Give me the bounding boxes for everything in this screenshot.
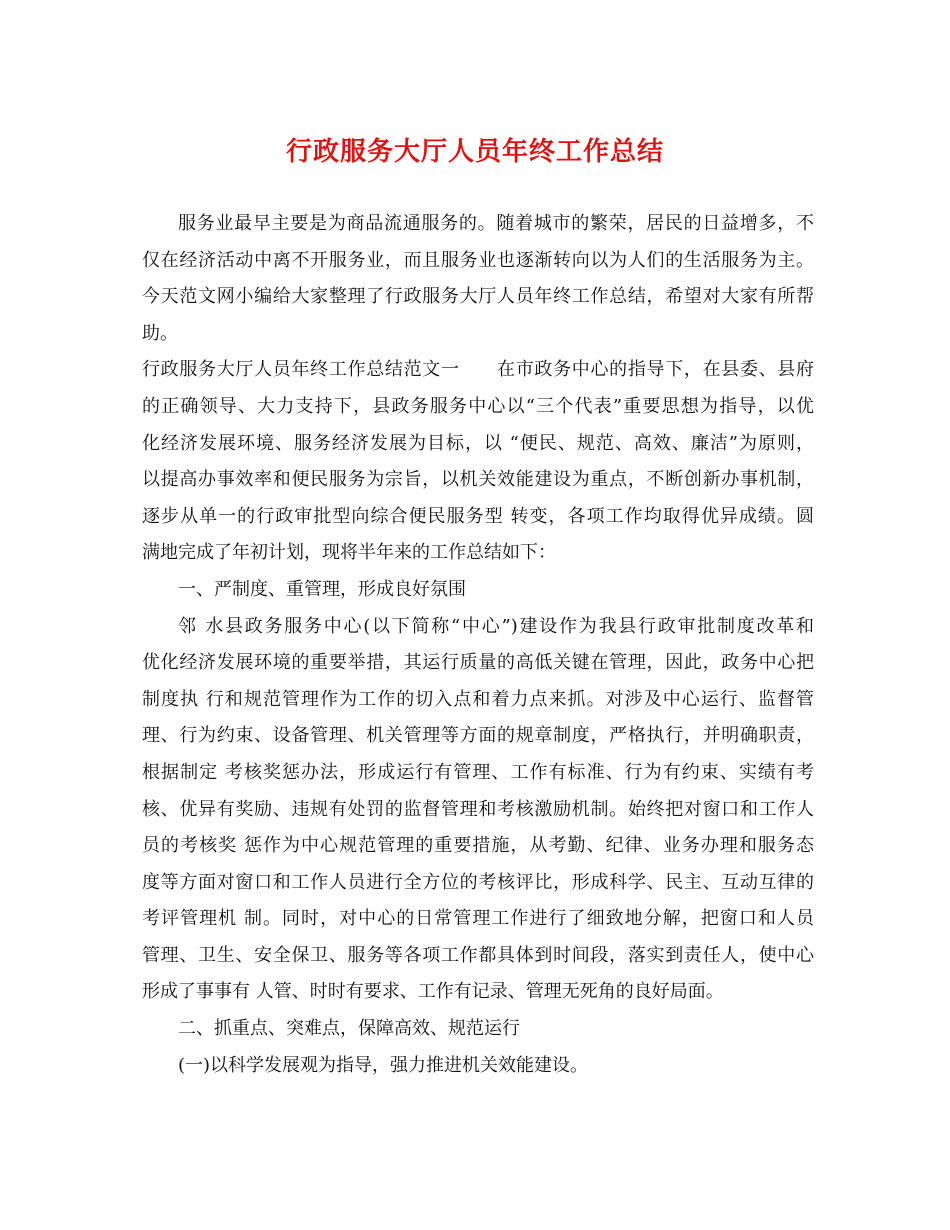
text-line: 逐步从单一的行政审批型向综合便民服务型 转变，各项工作均取得优异成绩。圆 [142, 505, 814, 527]
text-line: 理、行为约束、设备管理、机关管理等方面的规章制度，严格执行，并明确职责， [142, 725, 814, 747]
text-line: 考评管理机 制。同时，对中心的日常管理工作进行了细致地分解，把窗口和人员 [142, 908, 814, 930]
text-line: 管理、卫生、安全保卫、服务等各项工作都具体到时间段，落实到责任人，使中心 [142, 944, 814, 966]
text-line: 以提高办事效率和便民服务为宗旨，以机关效能建设为重点，不断创新办事机制， [142, 469, 814, 491]
intro-paragraph [142, 206, 814, 352]
text-line: 形成了事事有 人管、时时有要求、工作有记录、管理无死角的良好局面。 [142, 981, 724, 1003]
text-line: 制度执 行和规范管理作为工作的切入点和着力点来抓。对涉及中心运行、监督管 [142, 688, 814, 710]
section-heading-2: 二、抓重点、突难点，保障高效、规范运行 [178, 1018, 520, 1040]
section1-paragraph [142, 609, 814, 1012]
text-line: 核、优异有奖励、违规有处罚的监督管理和考核激励机制。始终把对窗口和工作人 [142, 798, 814, 820]
text-line: 优化经济发展环境的重要举措，其运行质量的高低关键在管理，因此，政务中心把 [142, 652, 814, 674]
text-line: 的正确领导、大力支持下，县政务服务中心以“三个代表”重要思想为指导，以优 [142, 395, 814, 417]
text-line: 化经济发展环境、服务经济发展为目标，以 “便民、规范、高效、廉洁”为原则， [142, 432, 814, 454]
sample-paragraph [142, 352, 814, 572]
section-subheading: (一)以科学发展观为指导，强力推进机关效能建设。 [178, 1054, 589, 1076]
text-line: 助。 [142, 322, 178, 344]
text-line: 满地完成了年初计划，现将半年来的工作总结如下： [142, 542, 556, 564]
text-line: 根据制定 考核奖惩办法，形成运行有管理、工作有标准、行为有约束、实绩有考 [142, 761, 814, 783]
text-line: 行政服务大厅人员年终工作总结范文一 在市政务中心的指导下，在县委、县府 [142, 359, 814, 381]
document-title: 行政服务大厅人员年终工作总结 [285, 137, 664, 167]
text-line: 今天范文网小编给大家整理了行政服务大厅人员年终工作总结，希望对大家有所帮 [142, 286, 814, 308]
text-line: 仅在经济活动中离不开服务业，而且服务业也逐渐转向以为人们的生活服务为主。 [142, 249, 814, 271]
text-line: 邻 水县政务服务中心(以下简称“中心”)建设作为我县行政审批制度改革和 [178, 615, 814, 637]
document-body [142, 206, 814, 1084]
text-line: 度等方面对窗口和工作人员进行全方位的考核评比，形成科学、民主、互动互律的 [142, 871, 814, 893]
text-line: 员的考核奖 惩作为中心规范管理的重要措施，从考勤、纪律、业务办理和服务态 [142, 835, 814, 857]
text-line: 服务业最早主要是为商品流通服务的。随着城市的繁荣，居民的日益增多，不 [178, 213, 814, 234]
section-heading-1: 一、严制度、重管理，形成良好氛围 [178, 578, 466, 600]
